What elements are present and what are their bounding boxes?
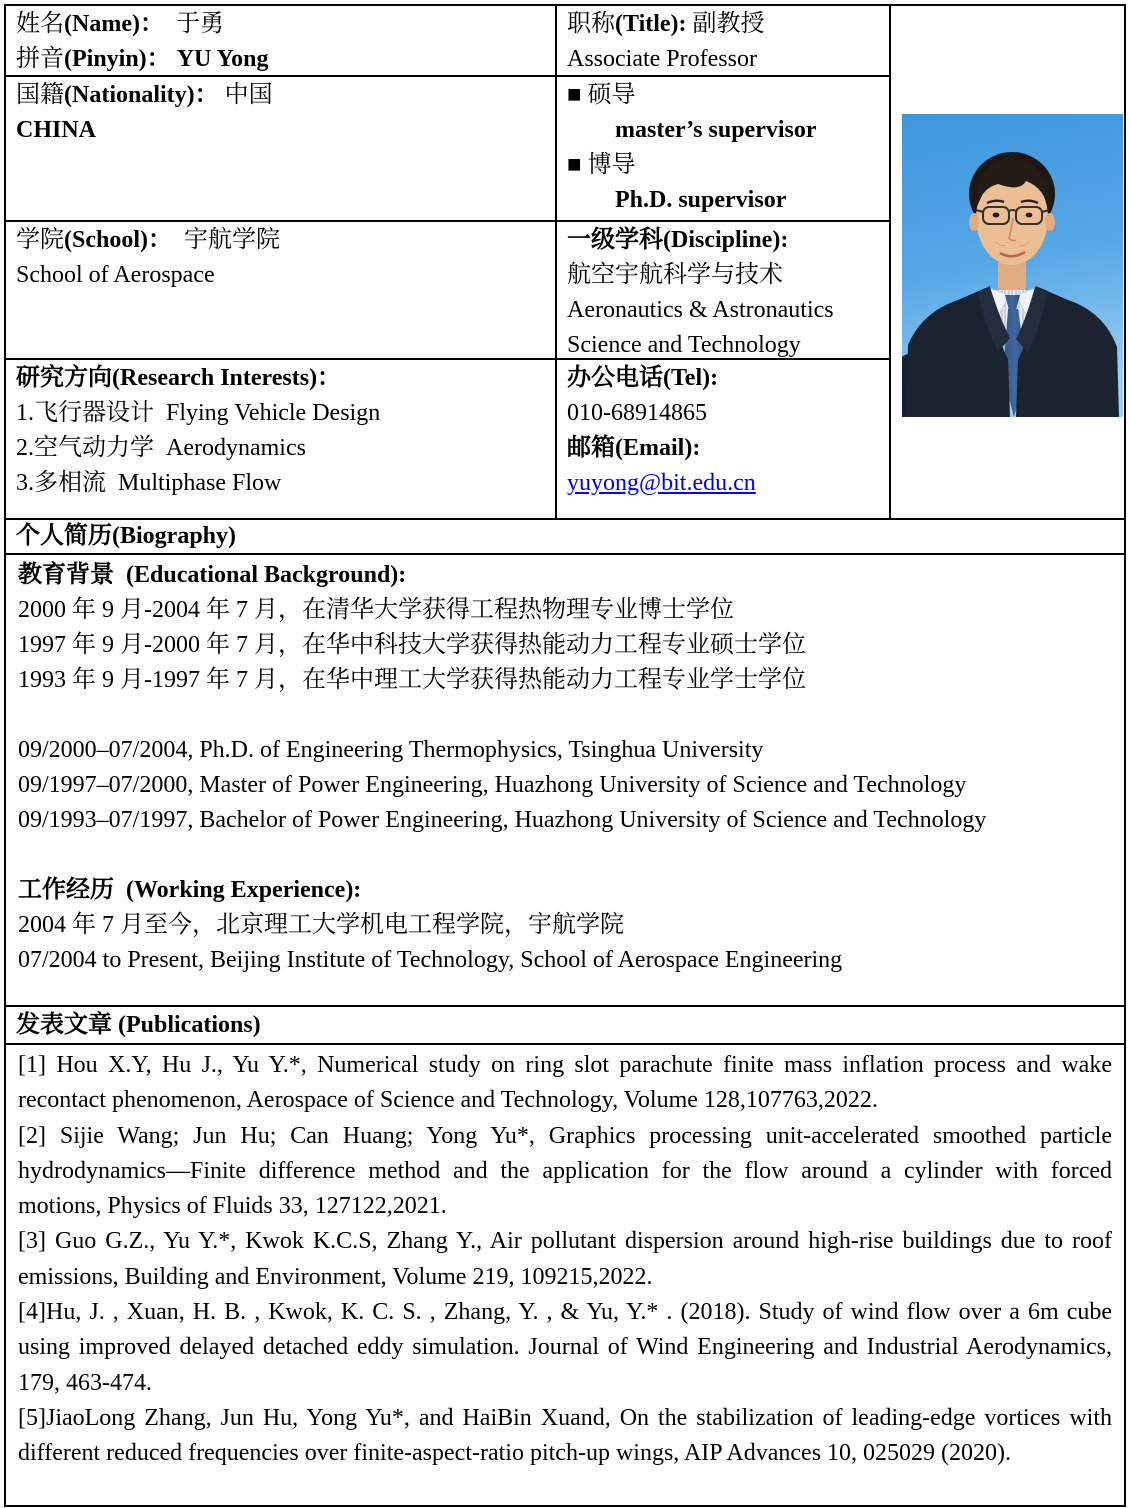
nationality-line bbox=[16, 78, 545, 113]
research-item-2: 2.空气动力学 Aerodynamics bbox=[16, 435, 306, 461]
title-value-zh: 副教授 bbox=[686, 11, 765, 37]
name-label-zh: 姓名 bbox=[16, 11, 64, 37]
publications-header bbox=[6, 1007, 1124, 1045]
filled-square-icon: ■ bbox=[567, 82, 582, 108]
nationality-value-zh: 中国 bbox=[218, 82, 273, 108]
education-line-en: 09/1997–07/2000, Master of Power Engineering, Huazhong University of Science and Technology bbox=[18, 772, 967, 798]
discipline-value-en-2: Science and Technology bbox=[567, 332, 801, 358]
title-label-en: (Title): bbox=[615, 11, 687, 37]
pinyin-label-zh: 拼音 bbox=[16, 46, 64, 72]
education-line-zh: 1993 年 9 月-1997 年 7 月，在华中理工大学获得热能动力工程专业学士学位 bbox=[18, 667, 806, 693]
school-line bbox=[16, 223, 545, 258]
publications-body bbox=[6, 1045, 1124, 1505]
email-line bbox=[567, 466, 879, 501]
filled-square-icon: ■ bbox=[567, 152, 582, 178]
name-line bbox=[16, 7, 545, 42]
email-link[interactable]: yuyong@bit.edu.cn bbox=[567, 470, 756, 496]
name-label-en: (Name)： bbox=[64, 11, 152, 37]
faculty-profile-document bbox=[4, 4, 1126, 1507]
tel-label-line bbox=[567, 361, 879, 396]
school-label-zh: 学院 bbox=[16, 227, 64, 253]
pinyin-label-en: (Pinyin)： bbox=[64, 46, 171, 72]
blank-line bbox=[18, 698, 1112, 733]
work-line-zh: 2004 年 7 月至今，北京理工大学机电工程学院，宇航学院 bbox=[18, 912, 624, 938]
biography-body bbox=[6, 555, 1124, 1007]
nationality-cell bbox=[6, 77, 557, 222]
phd-supervisor-line-en: Ph.D. supervisor bbox=[615, 187, 787, 213]
publication-item-1: [1] Hou X.Y, Hu J., Yu Y.*, Numerical study on ring slot parachute finite mass inflation process and wake recontact phenomenon, Aerospace of Science and Technology, Volume 128,107763,2022. bbox=[18, 1052, 1112, 1114]
tel-value: 010-68914865 bbox=[567, 400, 707, 426]
education-line-zh: 2000 年 9 月-2004 年 7 月，在清华大学获得工程热物理专业博士学位 bbox=[18, 597, 734, 623]
name-value: 于勇 bbox=[151, 11, 224, 37]
research-label-line bbox=[16, 361, 545, 396]
publications-header-zh: 发表文章 bbox=[16, 1012, 112, 1038]
publication-item-2: [2] Sijie Wang; Jun Hu; Can Huang; Yong Yu*, Graphics processing unit-accelerated smoothed particle hydrodynamics—Finite difference method and the application for the flow around a cylinder with forced motions, Physics of Fluids 33, 127122,2021. bbox=[18, 1122, 1112, 1220]
research-label-en: (Research Interests)： bbox=[112, 365, 342, 391]
research-item-1: 1.飞行器设计 Flying Vehicle Design bbox=[16, 400, 381, 426]
pinyin-line bbox=[16, 42, 545, 77]
phd-supervisor-zh: 博导 bbox=[581, 152, 636, 178]
master-supervisor-zh: 硕导 bbox=[581, 82, 636, 108]
publication-item-5: [5]JiaoLong Zhang, Jun Hu, Yong Yu*, and HaiBin Xuand, On the stabilization of leading-edge vortices with different reduced frequencies over finite-aspect-ratio pitch-up wings, AIP Advances 10, 025029 (2020). bbox=[18, 1404, 1112, 1467]
discipline-label-zh: 一级学科 bbox=[567, 227, 663, 253]
blank-line bbox=[18, 838, 1112, 873]
email-label-en: (Email): bbox=[615, 435, 701, 461]
title-cell bbox=[557, 6, 891, 77]
biography-header-en: (Biography) bbox=[112, 523, 237, 549]
education-line-en: 09/1993–07/1997, Bachelor of Power Engineering, Huazhong University of Science and Technology bbox=[18, 807, 987, 833]
contact-cell bbox=[557, 360, 891, 520]
work-line-en: 07/2004 to Present, Beijing Institute of Technology, School of Aerospace Engineering bbox=[18, 947, 843, 973]
discipline-label-line bbox=[567, 223, 879, 258]
biography-header bbox=[6, 520, 1124, 555]
biography-header-zh: 个人简历 bbox=[16, 523, 112, 549]
publication-item-4: [4]Hu, J. , Xuan, H. B. , Kwok, K. C. S. , Zhang, Y. , & Yu, Y.* . (2018). Study of wind flow over a 6m cube using improved delayed detached eddy simulation. Journal of Wind Engineering and Industrial Aerodynamics, 179, 463-474. bbox=[18, 1299, 1112, 1396]
discipline-label-en: (Discipline): bbox=[663, 227, 789, 253]
discipline-cell bbox=[557, 222, 891, 360]
education-line-en: 09/2000–07/2004, Ph.D. of Engineering Thermophysics, Tsinghua University bbox=[18, 737, 764, 763]
pinyin-value: YU Yong bbox=[176, 46, 269, 72]
name-pinyin-cell bbox=[6, 6, 557, 77]
phd-supervisor-line-zh bbox=[567, 148, 879, 183]
publications-header-en: (Publications) bbox=[112, 1012, 261, 1038]
discipline-value-en-1: Aeronautics & Astronautics bbox=[567, 297, 834, 323]
master-supervisor-line-en: master’s supervisor bbox=[615, 117, 817, 143]
school-label-en: (School)： bbox=[64, 227, 160, 253]
school-value-zh: 宇航学院 bbox=[160, 227, 280, 253]
work-heading: 工作经历 (Working Experience): bbox=[18, 877, 362, 903]
nationality-value-en: CHINA bbox=[16, 117, 97, 143]
photo-cell bbox=[891, 6, 1124, 520]
title-line bbox=[567, 7, 879, 42]
publication-item-3: [3] Guo G.Z., Yu Y.*, Kwok K.C.S, Zhang Y., Air pollutant dispersion around high-rise buildings due to roof emissions, Building and Environment, Volume 219, 109215,2022. bbox=[18, 1228, 1112, 1290]
research-label-zh: 研究方向 bbox=[16, 365, 112, 391]
nationality-label-zh: 国籍 bbox=[16, 82, 64, 108]
discipline-value-zh: 航空宇航科学与技术 bbox=[567, 262, 783, 288]
school-value-en: School of Aerospace bbox=[16, 262, 215, 288]
title-label-zh: 职称 bbox=[567, 11, 615, 37]
tel-label-en: (Tel): bbox=[663, 365, 719, 391]
portrait-photo bbox=[902, 114, 1123, 417]
email-label-line bbox=[567, 431, 879, 466]
supervisor-cell bbox=[557, 77, 891, 222]
email-label-zh: 邮箱 bbox=[567, 435, 615, 461]
info-table bbox=[6, 6, 1124, 520]
master-supervisor-line-zh bbox=[567, 78, 879, 113]
school-cell bbox=[6, 222, 557, 360]
title-value-en: Associate Professor bbox=[567, 46, 757, 72]
education-heading: 教育背景 (Educational Background): bbox=[18, 562, 407, 588]
education-line-zh: 1997 年 9 月-2000 年 7 月，在华中科技大学获得热能动力工程专业硕士学位 bbox=[18, 632, 806, 658]
research-item-3: 3.多相流 Multiphase Flow bbox=[16, 470, 282, 496]
research-interests-cell bbox=[6, 360, 557, 520]
nationality-label-en: (Nationality)： bbox=[64, 82, 219, 108]
tel-label-zh: 办公电话 bbox=[567, 365, 663, 391]
